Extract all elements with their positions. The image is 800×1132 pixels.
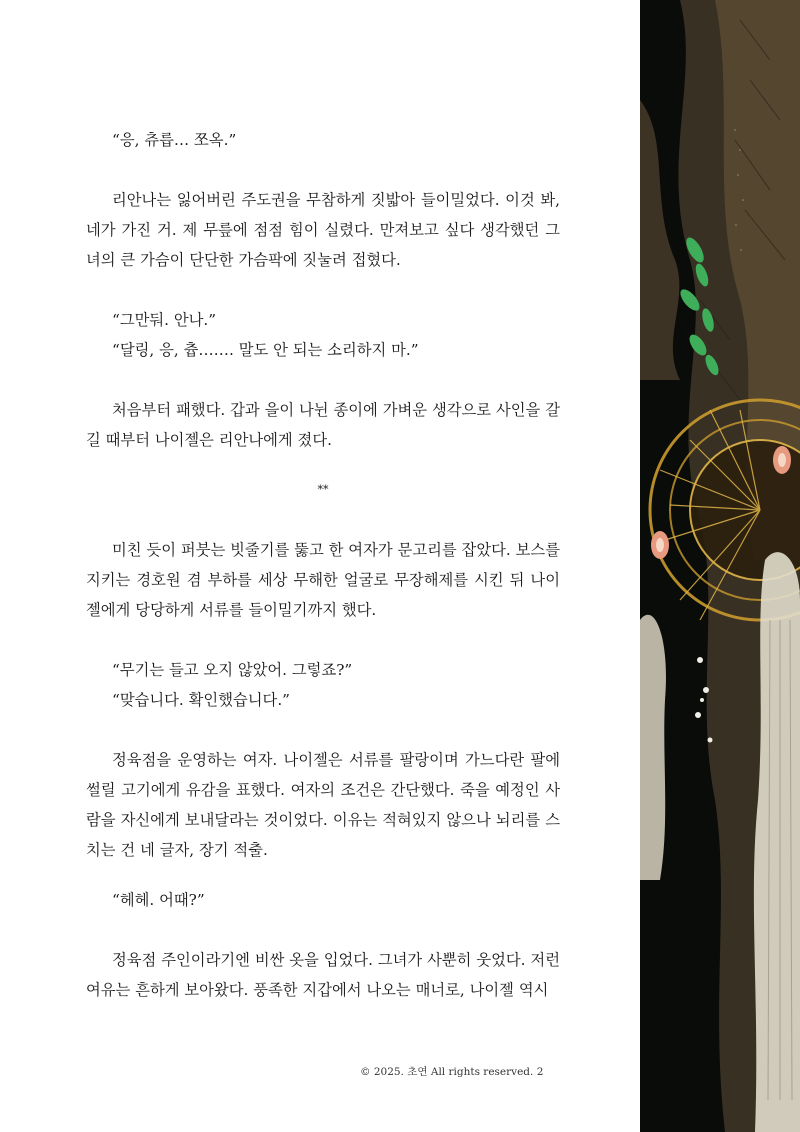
paragraph: 미친 듯이 퍼붓는 빗줄기를 뚫고 한 여자가 문고리를 잡았다. 보스를 지키는 경호원 겸 부하를 세상 무해한 얼굴로 무장해제를 시킨 뒤 나이젤에게 당당하게 서류를 들이밀기까지 했다. [86,541,560,619]
paragraph: 처음부터 패했다. 갑과 을이 나뉜 종이에 가벼운 생각으로 사인을 갈길 때부터 나이젤은 리안나에게 졌다. [86,401,560,449]
paragraph: “무기는 들고 오지 않았어. 그렇죠?” [112,661,353,679]
page-footer: © 2025. 초연 All rights reserved. 2 [360,1066,544,1078]
paragraph: “달링, 응, 츕……. 말도 안 되는 소리하지 마.” [112,341,419,359]
paragraph: “맞습니다. 확인했습니다.” [112,691,290,709]
paragraph: “그만둬. 안나.” [112,311,217,329]
paragraph: 정육점을 운영하는 여자. 나이젤은 서류를 팔랑이며 가느다란 팔에 썰릴 고기에게 유감을 표했다. 여자의 조건은 간단했다. 죽을 예정인 사람을 자신에게 보내달라는 것이었다. 이유는 적혀있지 않으나 뇌리를 스치는 건 네 글자, 장기 적출. [86,751,560,859]
text-column [86,0,560,1132]
paragraph: 정육점 주인이라기엔 비싼 옷을 입었다. 그녀가 사뿐히 웃었다. 저런 여유는 흔하게 보아왔다. 풍족한 지갑에서 나오는 매너로, 나이젤 역시 [86,951,560,999]
paragraph: “응, 츄릅… 쪼옥.” [112,131,237,149]
paragraph: “헤헤. 어때?” [112,891,205,909]
paragraph: 리안나는 잃어버린 주도권을 무참하게 짓밟아 들이밀었다. 이것 봐, 네가 가진 거. 제 무릎에 점점 힘이 실렸다. 만져보고 싶다 생각했던 그녀의 큰 가슴이 단단한 가슴팍에 짓눌려 접혔다. [86,191,560,269]
section-separator: ** [317,483,329,496]
fairy-tale-illustration-icon [640,0,800,1132]
